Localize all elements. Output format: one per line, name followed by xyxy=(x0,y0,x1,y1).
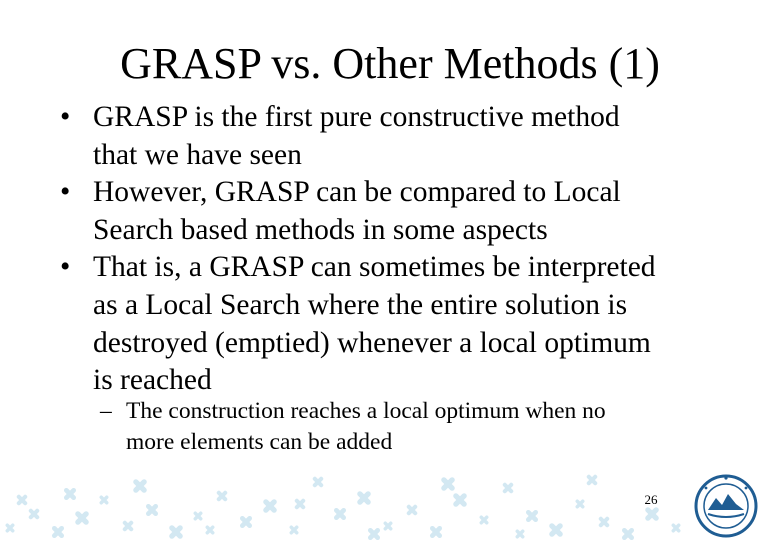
decor-cross-mark xyxy=(96,492,112,508)
sub-bullet-line: more elements can be added xyxy=(126,429,393,455)
decor-cross-mark xyxy=(476,512,492,528)
bullet-line: is reached xyxy=(93,364,212,397)
decor-cross-mark xyxy=(583,471,602,490)
decor-cross-mark xyxy=(380,518,396,534)
decor-cross-mark xyxy=(13,491,32,510)
decor-cross-mark xyxy=(235,511,256,532)
bullet-line: as a Local Search where the entire solution is xyxy=(93,288,628,321)
bullet-line: Search based methods in some aspects xyxy=(93,213,548,246)
decor-cross-mark xyxy=(291,495,310,514)
decor-cross-mark xyxy=(403,501,422,520)
decor-cross-mark xyxy=(572,496,588,512)
decor-cross-mark xyxy=(190,508,206,524)
decor-cross-mark xyxy=(595,513,614,532)
decor-cross-mark xyxy=(2,520,18,536)
decor-cross-mark xyxy=(352,486,376,510)
sub-bullet-text xyxy=(126,396,606,458)
decor-cross-mark xyxy=(258,494,282,518)
bullet-text xyxy=(93,249,760,399)
decorative-cross-pattern xyxy=(0,470,700,540)
bullet-line: that we have seen xyxy=(93,138,302,171)
bullet-item xyxy=(60,174,760,249)
bullet-line: However, GRASP can be compared to Local xyxy=(93,176,621,209)
sub-bullet-dash: – xyxy=(100,398,112,424)
decor-cross-mark xyxy=(668,520,684,536)
decor-cross-mark xyxy=(436,472,460,496)
sub-bullet-line: The construction reaches a local optimum when no xyxy=(126,398,606,424)
page-number: 26 xyxy=(644,492,658,507)
decor-cross-mark xyxy=(141,499,162,520)
decor-cross-mark xyxy=(499,479,518,498)
decor-cross-mark xyxy=(286,522,302,538)
bullet-line: That is, a GRASP can sometimes be interpreted xyxy=(93,251,656,284)
decor-cross-mark xyxy=(25,505,44,524)
decor-cross-mark xyxy=(119,517,138,536)
bullet-line: GRASP is the first pure constructive method xyxy=(93,101,620,133)
decor-cross-mark xyxy=(202,522,218,538)
decor-cross-mark xyxy=(617,523,638,540)
slide-title: GRASP vs. Other Methods (1) xyxy=(120,39,660,88)
decor-cross-mark xyxy=(47,521,68,540)
decor-cross-mark xyxy=(59,483,80,504)
decor-cross-mark xyxy=(521,505,542,526)
bullet-item xyxy=(60,249,760,399)
bullet-list xyxy=(60,99,760,400)
decor-cross-mark xyxy=(363,523,384,540)
decor-cross-mark xyxy=(448,488,472,512)
decor-cross-mark xyxy=(128,474,152,498)
decor-cross-mark xyxy=(213,487,232,506)
decor-cross-mark xyxy=(512,526,528,540)
decor-cross-mark xyxy=(164,520,188,540)
university-logo-icon xyxy=(694,474,758,538)
bullet-dot: • xyxy=(60,101,71,133)
decor-cross-mark xyxy=(425,521,446,540)
bullet-text xyxy=(93,99,760,174)
sub-bullet-item xyxy=(100,396,740,458)
bullet-line: destroyed (emptied) whenever a local optimum xyxy=(93,326,651,359)
bullet-text xyxy=(93,174,760,249)
bullet-dot: • xyxy=(60,176,71,209)
decor-cross-mark xyxy=(309,473,328,492)
bullet-item xyxy=(60,99,760,174)
decor-cross-mark xyxy=(544,518,568,540)
bullet-dot: • xyxy=(60,251,71,284)
decor-cross-mark xyxy=(70,506,94,530)
decor-cross-mark xyxy=(329,503,350,524)
